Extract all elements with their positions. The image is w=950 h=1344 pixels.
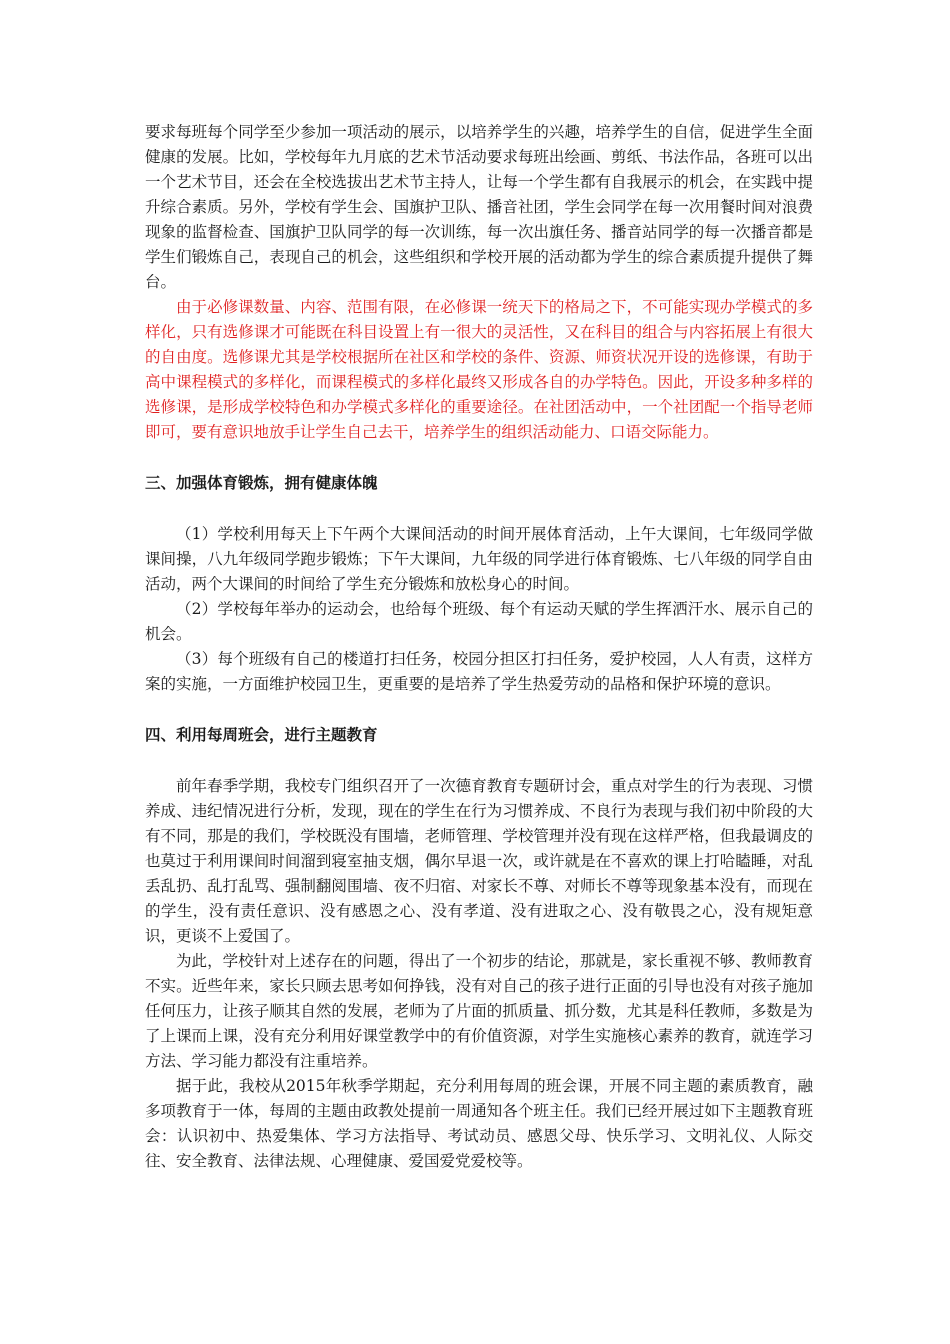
paragraph-3-2: （2）学校每年举办的运动会，也给每个班级、每个有运动天赋的学生挥洒汗水、展示自己的机会。 <box>145 600 813 643</box>
spacer <box>145 748 813 774</box>
paragraph-4-2: 为此，学校针对上述存在的问题，得出了一个初步的结论，那就是，家长重视不够、教师教育不实。近些年来，家长只顾去思考如何挣钱，没有对自己的孩子进行正面的引导也没有对孩子施加任何压力，让孩子顺其自然的发展，老师为了片面的抓质量、抓分数，尤其是科任教师，多数是为了上课而上课，没有充分利用好课堂教学中的有价值资源，对学生实施核心素养的教育，就连学习方法、学习能力都没有注重培养。 <box>145 952 813 1070</box>
paragraph-4-3: 据于此，我校从2015年秋季学期起，充分利用每周的班会课，开展不同主题的素质教育，融多项教育于一体，每周的主题由政教处提前一周通知各个班主任。我们已经开展过如下主题教育班会：认识初中、热爱集体、学习方法指导、考试动员、感恩父母、快乐学习、文明礼仪、人际交往、安全教育、法律法规、心理健康、爱国爱党爱校等。 <box>145 1077 813 1170</box>
paragraph-elective-courses: 由于必修课数量、内容、范围有限，在必修课一统天下的格局之下，不可能实现办学模式的多样化，只有选修课才可能既在科目设置上有一很大的灵活性，又在科目的组合与内容拓展上有很大的自由度。选修课尤其是学校根据所在社区和学校的条件、资源、师资状况开设的选修课，有助于高中课程模式的多样化，而课程模式的多样化最终又形成各自的办学特色。因此，开设多种多样的选修课，是形成学校特色和办学模式多样化的重要途径。在社团活动中，一个社团配一个指导老师即可，要有意识地放手让学生自己去干，培养学生的组织活动能力、口语交际能力。 <box>145 298 813 441</box>
document-body <box>145 120 813 1174</box>
section-heading-4: 四、利用每周班会，进行主题教育 <box>145 726 378 744</box>
paragraph-3-1: （1）学校利用每天上下午两个大课间活动的时间开展体育活动，上午大课间，七年级同学做课间操，八九年级同学跑步锻炼；下午大课间，九年级的同学进行体育锻炼、七八年级的同学自由活动，两个大课间的时间给了学生充分锻炼和放松身心的时间。 <box>145 525 813 593</box>
paragraph-intro: 要求每班每个同学至少参加一项活动的展示，以培养学生的兴趣，培养学生的自信，促进学生全面健康的发展。比如，学校每年九月底的艺术节活动要求每班出绘画、剪纸、书法作品，各班可以出一个艺术节目，还会在全校选拔出艺术节主持人，让每一个学生都有自我展示的机会，在实践中提升综合素质。另外，学校有学生会、国旗护卫队、播音社团，学生会同学在每一次用餐时间对浪费现象的监督检查、国旗护卫队同学的每一次训练，每一次出旗任务、播音站同学的每一次播音都是学生们锻炼自己，表现自己的机会，这些组织和学校开展的活动都为学生的综合素质提升提供了舞台。 <box>145 123 813 291</box>
paragraph-3-3: （3）每个班级有自己的楼道打扫任务，校园分担区打扫任务，爱护校园，人人有责，这样方案的实施，一方面维护校园卫生，更重要的是培养了学生热爱劳动的品格和保护环境的意识。 <box>145 650 813 693</box>
spacer <box>145 496 813 522</box>
paragraph-4-1: 前年春季学期，我校专门组织召开了一次德育教育专题研讨会，重点对学生的行为表现、习惯养成、违纪情况进行分析，发现，现在的学生在行为习惯养成、不良行为表现与我们初中阶段的大有不同，那是的我们，学校既没有围墙，老师管理、学校管理并没有现在这样严格，但我最调皮的也莫过于利用课间时间溜到寝室抽支烟，偶尔早退一次，或许就是在不喜欢的课上打哈瞌睡，对乱丢乱扔、乱打乱骂、强制翻阅围墙、夜不归宿、对家长不尊、对师长不尊等现象基本没有，而现在的学生，没有责任意识、没有感恩之心、没有孝道、没有进取之心、没有敬畏之心，没有规矩意识，更谈不上爱国了。 <box>145 777 813 945</box>
spacer <box>145 445 813 471</box>
spacer <box>145 697 813 723</box>
section-heading-3: 三、加强体育锻炼，拥有健康体魄 <box>145 474 378 492</box>
